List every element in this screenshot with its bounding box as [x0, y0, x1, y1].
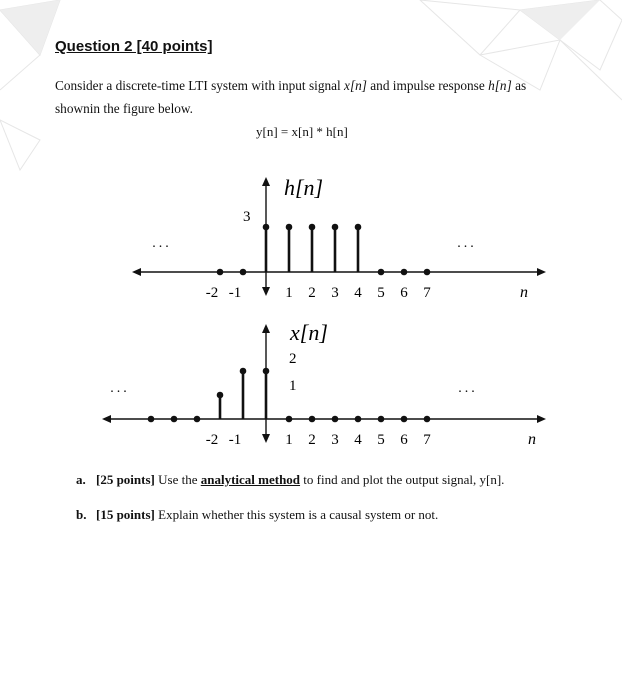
stem-marker: [171, 416, 178, 423]
axis-label: n: [528, 431, 536, 448]
stem-marker: [286, 224, 293, 231]
stem-marker: [424, 269, 431, 276]
tick-label: -1: [228, 432, 242, 448]
tick-label: 2: [308, 285, 316, 301]
intro-text-b: and impulse response: [366, 78, 489, 93]
axis-arrow-right: [537, 415, 546, 423]
stem-marker: [401, 269, 408, 276]
question-b-points: [15 points]: [96, 507, 155, 522]
tick-label: -2: [205, 432, 219, 448]
continuation-right: ...: [457, 236, 477, 251]
tick-label: 5: [377, 432, 385, 448]
stem-marker: [378, 269, 385, 276]
stem-marker: [240, 269, 247, 276]
tick-label: 7: [423, 432, 431, 448]
question-a-text-before: Use the: [154, 472, 201, 487]
tick-label: 6: [400, 432, 408, 448]
intro-text-c: as: [511, 78, 527, 93]
signal-label: x[n]: [290, 320, 328, 345]
stem-marker: [148, 416, 155, 423]
intro-text-a: Consider a discrete-time LTI system with input signal: [55, 78, 345, 93]
tick-label: 5: [377, 285, 385, 301]
question-b-marker: b.: [76, 507, 87, 522]
intro-paragraph: [55, 74, 555, 120]
signal-label: h[n]: [284, 175, 324, 200]
axis-arrow-left: [102, 415, 111, 423]
stem-marker: [263, 368, 270, 375]
continuation-right: ...: [458, 381, 478, 396]
tick-label: 4: [354, 285, 362, 301]
stem-marker: [194, 416, 201, 423]
tick-label: 4: [354, 432, 362, 448]
tick-label: 6: [400, 285, 408, 301]
tick-label: -2: [205, 285, 219, 301]
stem-marker: [424, 416, 431, 423]
continuation-left: ...: [152, 236, 172, 251]
stem-marker: [286, 416, 293, 423]
question-a-text-after: to find and plot the output signal, y[n].: [300, 472, 505, 487]
stem-value-label: 3: [243, 209, 251, 225]
stem-marker: [378, 416, 385, 423]
continuation-left: ...: [110, 381, 130, 396]
tick-label: 2: [308, 432, 316, 448]
intro-line-2: shownin the figure below.: [55, 101, 193, 116]
stem-marker: [355, 224, 362, 231]
tick-label: 7: [423, 285, 431, 301]
input-signal-plot: [0, 318, 622, 463]
tick-label: 3: [331, 432, 339, 448]
stem-value-label: 2: [289, 351, 297, 367]
stem-value-label: 1: [289, 378, 297, 394]
question-b-text: Explain whether this system is a causal system or not.: [154, 507, 439, 522]
axis-arrow-down: [262, 287, 270, 296]
stem-marker: [401, 416, 408, 423]
stem-marker: [240, 368, 247, 375]
stem-marker: [332, 224, 339, 231]
stem-marker: [355, 416, 362, 423]
axis-arrow-down: [262, 434, 270, 443]
stem-marker: [332, 416, 339, 423]
tick-label: 3: [331, 285, 339, 301]
question-a-emphasis: analytical method: [200, 472, 301, 487]
intro-input-signal: x[n]: [344, 78, 367, 93]
stem-marker: [217, 269, 224, 276]
impulse-response-plot: [0, 165, 622, 310]
tick-label: 1: [285, 285, 293, 301]
axis-arrow-up: [262, 324, 270, 333]
convolution-equation: y[n] = x[n] * h[n]: [256, 124, 348, 139]
question-a-points: [25 points]: [96, 472, 155, 487]
axis-label: n: [520, 284, 528, 301]
stem-marker: [309, 416, 316, 423]
question-a: [76, 472, 504, 488]
intro-line-1: [55, 74, 555, 97]
intro-impulse-response: h[n]: [488, 78, 512, 93]
question-b: [76, 507, 438, 523]
stem-marker: [309, 224, 316, 231]
axis-arrow-up: [262, 177, 270, 186]
tick-label: -1: [228, 285, 242, 301]
axis-arrow-right: [537, 268, 546, 276]
stem-marker: [217, 392, 224, 399]
question-heading: Question 2 [40 points]: [55, 38, 213, 55]
stem-marker: [263, 224, 270, 231]
axis-arrow-left: [132, 268, 141, 276]
question-a-marker: a.: [76, 472, 86, 487]
tick-label: 1: [285, 432, 293, 448]
